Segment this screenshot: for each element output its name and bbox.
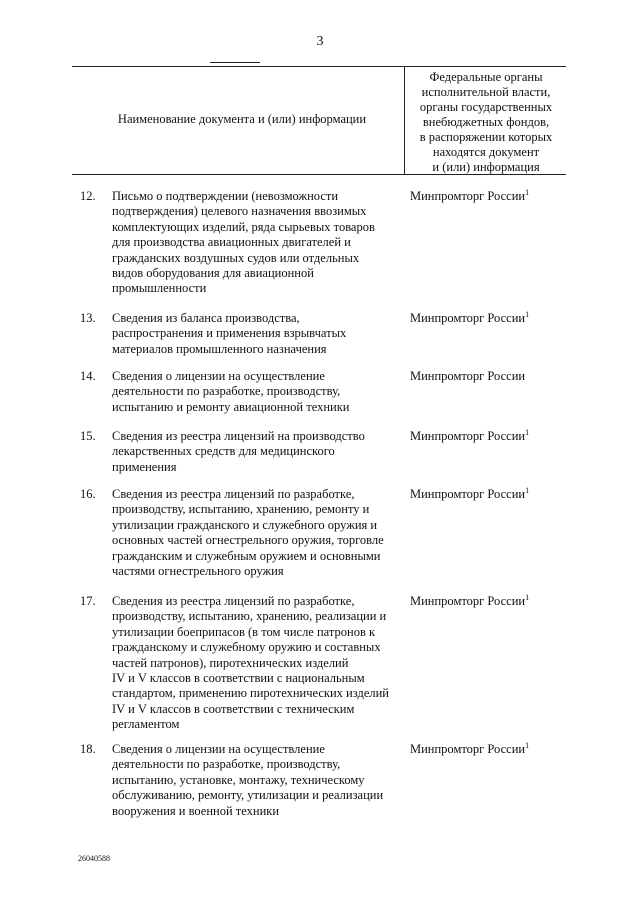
row-authority bbox=[410, 429, 580, 444]
row-authority-text: Минпромторг России bbox=[410, 311, 526, 325]
row-authority-text: Минпромторг России bbox=[410, 369, 526, 383]
row-description-line: стандартом, применению пиротехнических изделий bbox=[112, 686, 389, 701]
header-top-rule bbox=[72, 66, 566, 67]
row-description bbox=[112, 189, 402, 297]
header-document-column: Наименование документа и (или) информации bbox=[117, 112, 367, 126]
row-description bbox=[112, 369, 402, 415]
row-authority bbox=[410, 311, 580, 326]
row-description-line: частями огнестрельного оружия bbox=[112, 564, 284, 579]
row-description-line: лекарственных средств для медицинского bbox=[112, 444, 335, 459]
header-top-rule-short bbox=[210, 62, 260, 63]
row-number: 14. bbox=[80, 369, 96, 383]
row-authority bbox=[410, 189, 580, 204]
row-description-line: регламентом bbox=[112, 717, 180, 732]
row-description-line: видов оборудования для авиационной bbox=[112, 266, 314, 281]
row-authority-text: Минпромторг России bbox=[410, 487, 526, 501]
row-description-line: IV и V классов в соответствии с национальным bbox=[112, 671, 365, 686]
row-description-line: Сведения из реестра лицензий по разработке, bbox=[112, 594, 355, 608]
footnote-marker: 1 bbox=[525, 740, 530, 750]
row-description-line: комплектующих изделий, ряда сырьевых товаров bbox=[112, 219, 375, 234]
row-description bbox=[112, 311, 402, 357]
header-authority-line: исполнительной власти, bbox=[421, 85, 551, 99]
row-number: 13. bbox=[80, 311, 96, 325]
row-description-line: основных частей огнестрельного оружия, торговле bbox=[112, 533, 384, 548]
row-authority bbox=[410, 487, 580, 502]
footnote-marker: 1 bbox=[525, 309, 530, 319]
footer-code: 26040588 bbox=[78, 854, 110, 863]
row-description-line: производству, испытанию, хранению, реализации и bbox=[112, 609, 387, 624]
row-description bbox=[112, 429, 402, 475]
row-authority-text: Минпромторг России bbox=[410, 429, 526, 443]
footnote-marker: 1 bbox=[525, 427, 530, 437]
header-bottom-rule bbox=[72, 174, 566, 175]
row-description-line: Письмо о подтверждении (невозможности bbox=[112, 189, 339, 203]
footnote-marker: 1 bbox=[525, 187, 530, 197]
row-description-line: частей патронов), пиротехнических изделий bbox=[112, 655, 349, 670]
row-description-line: Сведения из реестра лицензий по разработке, bbox=[112, 487, 355, 501]
row-number: 18. bbox=[80, 742, 96, 756]
row-authority bbox=[410, 594, 580, 609]
row-description-line: производству, испытанию, хранению, ремонту и bbox=[112, 502, 370, 517]
row-description-line: Сведения из реестра лицензий на производство bbox=[112, 429, 365, 443]
row-description-line: обслуживанию, ремонту, утилизации и реализации bbox=[112, 788, 384, 803]
footnote-marker: 1 bbox=[525, 592, 530, 602]
row-description-line: применения bbox=[112, 459, 177, 474]
header-authority-line: и (или) информация bbox=[432, 160, 540, 174]
row-authority-text: Минпромторг России bbox=[410, 189, 526, 203]
row-description-line: Сведения о лицензии на осуществление bbox=[112, 369, 325, 383]
row-authority-text: Минпромторг России bbox=[410, 742, 526, 756]
row-description-line: Сведения о лицензии на осуществление bbox=[112, 742, 325, 756]
row-description-line: испытанию, установке, монтажу, техническому bbox=[112, 772, 365, 787]
row-description-line: подтверждения) целевого назначения ввозимых bbox=[112, 204, 367, 219]
row-description-line: IV и V классов в соответствии с техническим bbox=[112, 701, 355, 716]
row-description-line: распространения и применения взрывчатых bbox=[112, 326, 347, 341]
header-authority-line: находятся документ bbox=[432, 145, 540, 159]
row-description bbox=[112, 742, 402, 819]
row-description-line: Сведения из баланса производства, bbox=[112, 311, 300, 325]
row-description-line: гражданскому и служебному оружию и составных bbox=[112, 640, 381, 655]
row-number: 17. bbox=[80, 594, 96, 608]
row-description-line: материалов промышленного назначения bbox=[112, 341, 327, 356]
row-description-line: утилизации боеприпасов (в том числе патронов к bbox=[112, 624, 376, 639]
header-authority-line: органы государственных bbox=[419, 100, 553, 114]
row-authority bbox=[410, 369, 580, 384]
row-description-line: гражданских воздушных судов или отдельных bbox=[112, 250, 360, 265]
row-description-line: деятельности по разработке, производству, bbox=[112, 384, 341, 399]
row-description-line: деятельности по разработке, производству, bbox=[112, 757, 341, 772]
row-authority-text: Минпромторг России bbox=[410, 594, 526, 608]
row-description-line: промышленности bbox=[112, 281, 207, 296]
header-authority-line: Федеральные органы bbox=[429, 70, 543, 84]
row-description bbox=[112, 487, 402, 579]
row-number: 12. bbox=[80, 189, 96, 203]
page-number: 3 bbox=[316, 34, 324, 49]
row-number: 15. bbox=[80, 429, 96, 443]
row-number: 16. bbox=[80, 487, 96, 501]
row-description-line: для производства авиационных двигателей и bbox=[112, 235, 351, 250]
footnote-marker: 1 bbox=[525, 485, 530, 495]
row-description-line: вооружения и военной техники bbox=[112, 803, 280, 818]
row-authority bbox=[410, 742, 580, 757]
header-authority-line: внебюджетных фондов, bbox=[422, 115, 550, 129]
row-description bbox=[112, 594, 402, 733]
header-authority-column bbox=[404, 70, 568, 175]
row-description-line: гражданским и служебным оружием и основными bbox=[112, 548, 381, 563]
header-authority-line: в распоряжении которых bbox=[419, 130, 553, 144]
row-description-line: утилизации гражданского и служебного оружия и bbox=[112, 517, 378, 532]
row-description-line: испытанию и ремонту авиационной техники bbox=[112, 399, 350, 414]
